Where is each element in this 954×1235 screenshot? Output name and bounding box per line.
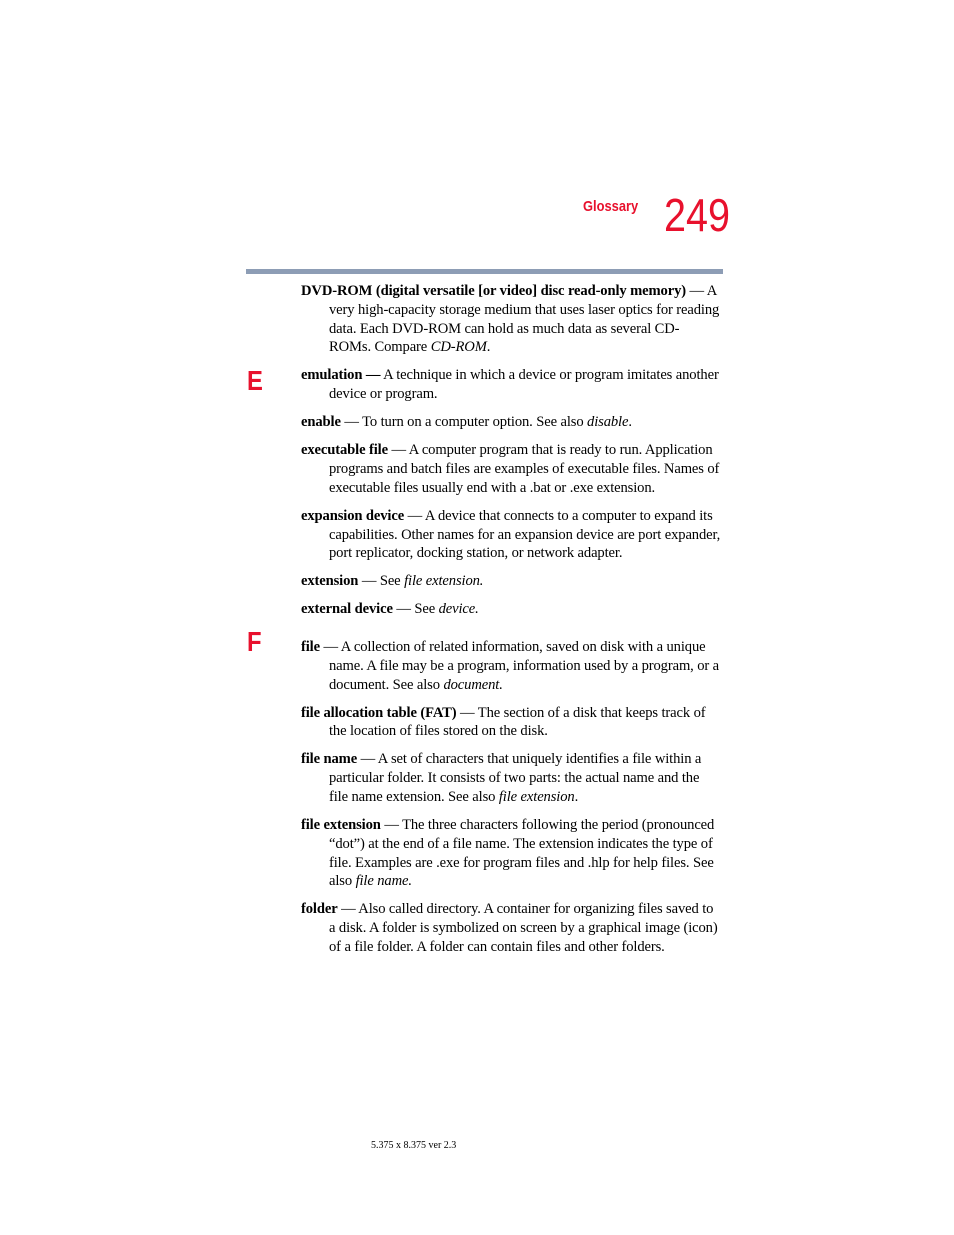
entry-cross-reference: disable <box>587 414 629 431</box>
entry-definition: A computer program that is ready to run. Application programs and batch files are examples of executable files. Names of executable files usually end with a .bat or .exe extension. <box>329 442 720 496</box>
entry-term: file extension <box>301 817 381 834</box>
entry-term: enable <box>301 414 341 431</box>
entry-tail: . <box>486 339 491 356</box>
entry-definition: A collection of related information, saved on disk with a unique name. A file may be a program, information used by a program, or a document. See also <box>329 639 720 693</box>
entry-definition: A device that connects to a computer to expand its capabilities. Other names for an expansion device are port expander, port replicator, docking station, or network adapter. <box>329 507 721 562</box>
entry-term: external device <box>301 601 393 618</box>
glossary-entry-executable-file <box>301 441 721 497</box>
glossary-entry-file-allocation-table <box>301 704 721 742</box>
entry-term: folder <box>301 901 338 918</box>
entry-term: DVD-ROM (digital versatile [or video] disc read-only memory) <box>301 283 686 299</box>
letter-marker-e: E <box>247 365 263 396</box>
entry-term: emulation — <box>301 367 381 384</box>
letter-marker-f: F <box>247 626 262 657</box>
entry-cross-reference: file extension. <box>404 573 484 590</box>
entry-term: file name <box>301 751 358 768</box>
entry-cross-reference: file name. <box>355 873 412 890</box>
entry-definition: A technique in which a device or program imitates another device or program. <box>329 367 719 403</box>
entry-separator: — <box>357 751 378 768</box>
entry-definition: To turn on a computer option. See also <box>362 414 588 431</box>
entry-cross-reference: document. <box>443 676 503 693</box>
glossary-entry-emulation <box>301 366 721 404</box>
entry-term: file allocation table (FAT) <box>301 704 457 721</box>
glossary-list <box>301 282 721 966</box>
entry-separator: — <box>380 817 403 834</box>
footer-note: 5.375 x 8.375 ver 2.3 <box>371 1140 457 1151</box>
glossary-entry-expansion-device <box>301 507 721 563</box>
entry-separator: — <box>337 901 359 918</box>
entry-cross-reference: CD-ROM <box>430 339 487 356</box>
entry-separator: — <box>340 414 363 431</box>
entry-definition: Also called directory. A container for organizing files saved to a disk. A folder is symbolized on screen by a graphical image (icon) of a file folder. A folder can contain files and other folders. <box>329 901 718 955</box>
entry-separator: — <box>358 573 380 590</box>
entry-tail: . <box>574 789 579 806</box>
page-header <box>0 0 954 280</box>
section-title: Glossary <box>583 198 639 215</box>
glossary-entry-external-device <box>301 600 721 619</box>
entry-term: extension <box>301 573 359 590</box>
glossary-entry-file-extension <box>301 816 721 891</box>
entry-separator: — <box>404 507 425 524</box>
glossary-entry-dvd-rom <box>301 282 721 357</box>
entry-definition: See <box>379 573 405 590</box>
entry-term: file <box>301 639 320 656</box>
entry-cross-reference: device. <box>438 601 479 618</box>
entry-definition: A very high-capacity storage medium that uses laser optics for reading data. Each DVD-ROM can hold as much data as several CD-ROMs. Compare <box>329 283 720 356</box>
glossary-entry-folder <box>301 900 721 956</box>
entry-separator: — <box>456 704 478 721</box>
entry-term: expansion device <box>301 507 405 524</box>
entry-definition: The section of a disk that keeps track of the location of files stored on the disk. <box>329 704 706 740</box>
glossary-entry-extension <box>301 572 721 591</box>
entry-term: executable file <box>301 442 388 459</box>
entry-tail: . <box>628 414 632 431</box>
page-number: 249 <box>664 189 731 241</box>
glossary-entry-file <box>301 638 721 694</box>
header-divider <box>246 269 723 274</box>
entry-definition: A set of characters that uniquely identifies a file within a particular folder. It consists of two parts: the actual name and the file name extension. See also <box>329 751 702 806</box>
entry-definition: See <box>414 601 439 618</box>
entry-separator: — <box>319 639 341 656</box>
entry-definition: The three characters following the period (pronounced “dot”) at the end of a file name. The extension indicates the type of file. Examples are .exe for program files and .hlp for help files. See also <box>329 817 715 890</box>
entry-separator: — <box>392 601 415 618</box>
entry-separator: — <box>686 283 707 299</box>
entry-cross-reference: file extension <box>498 789 575 806</box>
entry-separator: — <box>387 442 409 459</box>
glossary-entry-enable <box>301 413 721 432</box>
glossary-entry-file-name <box>301 750 721 806</box>
